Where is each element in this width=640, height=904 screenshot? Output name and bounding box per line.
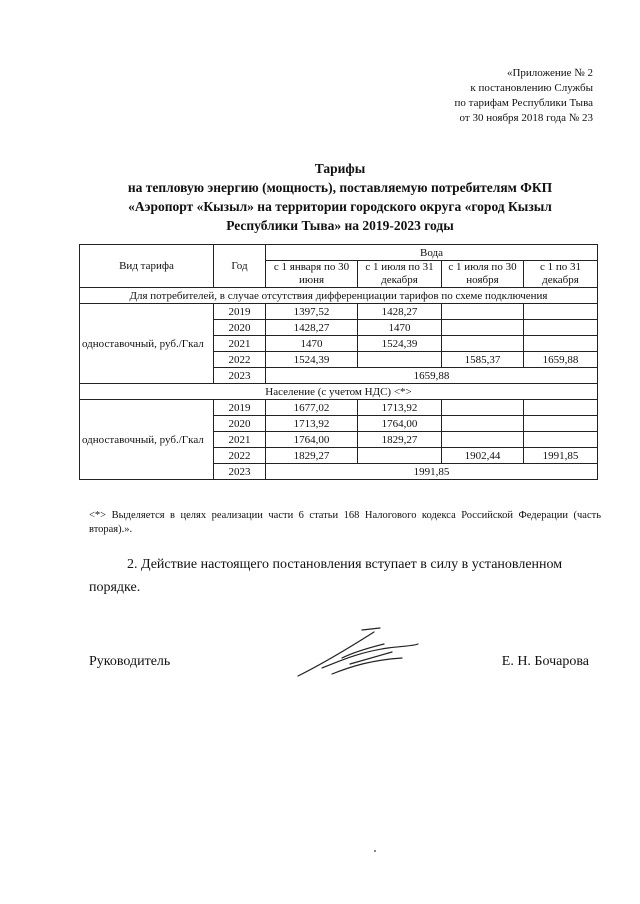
value-cell <box>442 304 524 320</box>
tariff-type-cell: одноставочный, руб./Гкал <box>80 400 214 480</box>
year-cell: 2019 <box>214 400 266 416</box>
value-cell <box>524 400 598 416</box>
header-year: Год <box>214 245 266 288</box>
title-line: «Аэропорт «Кызыл» на территории городского округа «город Кызыл <box>128 199 552 214</box>
year-cell: 2022 <box>214 448 266 464</box>
value-cell <box>442 416 524 432</box>
value-cell: 1713,92 <box>266 416 358 432</box>
scan-speck <box>374 850 376 852</box>
value-cell: 1991,85 <box>524 448 598 464</box>
table-header-row <box>80 245 598 261</box>
value-cell <box>442 320 524 336</box>
value-cell <box>524 304 598 320</box>
value-cell <box>524 432 598 448</box>
appendix-header <box>333 66 593 126</box>
header-period: с 1 января по 30 июня <box>266 261 358 288</box>
value-cell: 1397,52 <box>266 304 358 320</box>
year-cell: 2020 <box>214 320 266 336</box>
value-cell: 1764,00 <box>358 416 442 432</box>
footnote: <*> Выделяется в целях реализации части 6 статьи 168 Налогового кодекса Российской Федерации (часть вторая).». <box>89 510 601 535</box>
appendix-line: «Приложение № 2 <box>506 67 593 79</box>
title-line: Республики Тыва» на 2019-2023 годы <box>226 218 454 233</box>
value-cell: 1524,39 <box>266 352 358 368</box>
header-tariff-type: Вид тарифа <box>80 245 214 288</box>
year-cell: 2019 <box>214 304 266 320</box>
header-period: с 1 июля по 31 декабря <box>358 261 442 288</box>
handwritten-signature <box>292 624 422 684</box>
value-cell <box>524 320 598 336</box>
section-row <box>80 384 598 400</box>
year-cell: 2020 <box>214 416 266 432</box>
header-period: с 1 июля по 30 ноября <box>442 261 524 288</box>
paragraph: 2. Действие настоящего постановления вступает в силу в установленном порядке. <box>89 557 563 595</box>
appendix-line: по тарифам Республики Тыва <box>454 97 593 109</box>
signatory-title: Руководитель <box>89 654 171 669</box>
appendix-line: от 30 ноября 2018 года № 23 <box>459 112 593 124</box>
value-cell <box>442 336 524 352</box>
value-cell: 1585,37 <box>442 352 524 368</box>
year-cell: 2021 <box>214 336 266 352</box>
value-cell <box>442 400 524 416</box>
value-cell-merged: 1991,85 <box>266 464 598 480</box>
value-cell-merged: 1659,88 <box>266 368 598 384</box>
section-title: Для потребителей, в случае отсутствия дифференциации тарифов по схеме подключения <box>80 288 598 304</box>
section-row <box>80 288 598 304</box>
header-period: с 1 по 31 декабря <box>524 261 598 288</box>
value-cell: 1677,02 <box>266 400 358 416</box>
value-cell: 1902,44 <box>442 448 524 464</box>
value-cell: 1524,39 <box>358 336 442 352</box>
value-cell: 1428,27 <box>266 320 358 336</box>
value-cell: 1829,27 <box>358 432 442 448</box>
value-cell: 1470 <box>358 320 442 336</box>
value-cell <box>358 448 442 464</box>
tariff-type-cell: одноставочный, руб./Гкал <box>80 304 214 384</box>
year-cell: 2021 <box>214 432 266 448</box>
year-cell: 2022 <box>214 352 266 368</box>
document-title <box>80 159 600 235</box>
table-row <box>80 400 598 416</box>
value-cell <box>524 416 598 432</box>
value-cell: 1428,27 <box>358 304 442 320</box>
value-cell: 1829,27 <box>266 448 358 464</box>
value-cell: 1470 <box>266 336 358 352</box>
table-row <box>80 304 598 320</box>
value-cell: 1764,00 <box>266 432 358 448</box>
title-line: Тарифы <box>314 161 366 176</box>
signatory-name: Е. Н. Бочарова <box>501 654 589 669</box>
year-cell: 2023 <box>214 368 266 384</box>
tariff-table <box>79 244 598 480</box>
value-cell: 1713,92 <box>358 400 442 416</box>
title-line: на тепловую энергию (мощность), поставляемую потребителям ФКП <box>127 180 553 195</box>
header-water: Вода <box>266 245 598 261</box>
section-title: Население (с учетом НДС) <*> <box>80 384 598 400</box>
year-cell: 2023 <box>214 464 266 480</box>
value-cell <box>442 432 524 448</box>
value-cell <box>524 336 598 352</box>
appendix-line: к постановлению Службы <box>470 82 593 94</box>
value-cell <box>358 352 442 368</box>
value-cell: 1659,88 <box>524 352 598 368</box>
